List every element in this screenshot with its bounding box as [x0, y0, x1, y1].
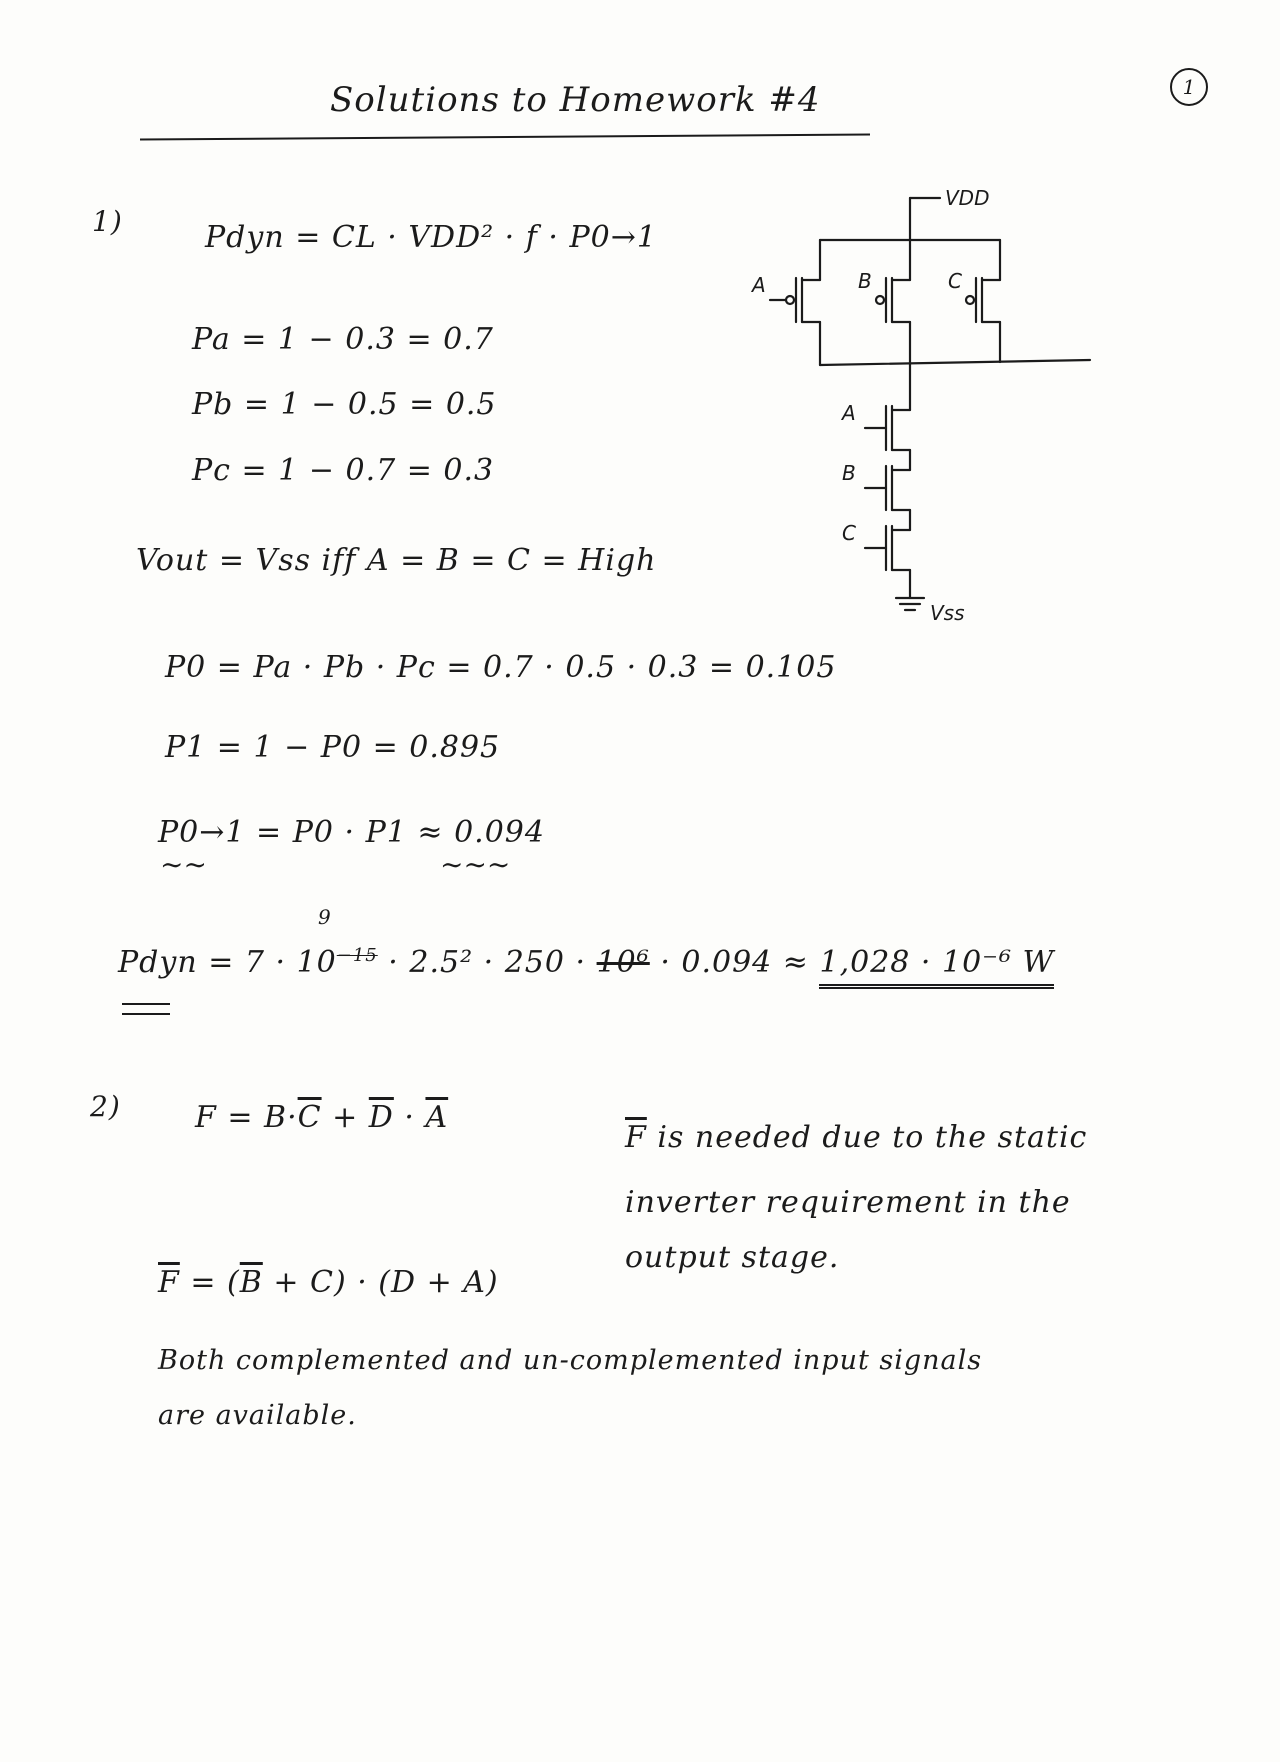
fbar-rest: + C) · (D + A): [262, 1265, 499, 1300]
vdd-label: VDD: [945, 186, 990, 210]
dynamic-power-middle-2: · 0.094 ≈: [649, 945, 820, 980]
nmos-b-gate-label: B: [842, 461, 856, 485]
probability-c: Pc = 1 − 0.7 = 0.3: [192, 453, 495, 488]
tilde-mark-left: ∼∼: [160, 848, 207, 881]
pmos-c-gate-label: C: [948, 269, 962, 293]
nmos-a-gate-label: A: [842, 401, 856, 425]
tilde-mark-right: ∼∼∼: [440, 848, 511, 881]
dynamic-power-middle: · 2.5² · 250 ·: [377, 945, 597, 980]
fbar-eq: = (: [179, 1265, 240, 1300]
dynamic-power-lhs: Pdyn = 7 · 10: [118, 945, 337, 980]
title-underline: [140, 133, 870, 140]
vss-label: Vss: [930, 601, 965, 625]
note-line-2: inverter requirement in the: [625, 1185, 1071, 1220]
page-number: 1: [1170, 68, 1208, 106]
transition-probability-lhs: P0→1 = P0 · P1 ≈: [158, 815, 455, 850]
page-title: Solutions to Homework #4: [330, 80, 821, 120]
function-prefix: F = B·: [195, 1100, 298, 1135]
note-f-complement: $\overline{F}$: [625, 1120, 647, 1155]
cmos-nand3-circuit: [730, 170, 1110, 650]
d-complement: $\overline{D}$: [368, 1100, 394, 1135]
c-complement: $\overline{C}$: [297, 1100, 322, 1135]
transition-probability: [158, 815, 545, 850]
inputs-note-line-1: Both complemented and un-complemented input signals: [158, 1345, 983, 1376]
fbar-label: $\overline{F}$: [158, 1265, 180, 1300]
note-line-3: output stage.: [625, 1240, 840, 1275]
transition-probability-value: 0.094: [454, 815, 545, 850]
complement-function: [158, 1265, 499, 1300]
fbar-b-complement: $\overline{B}$: [239, 1265, 263, 1300]
a-complement: $\overline{A}$: [425, 1100, 449, 1135]
pmos-a-gate-label: A: [752, 273, 766, 297]
exponent-correction: 9: [318, 905, 332, 929]
pdyn-double-underline: [122, 1003, 170, 1015]
function-plus: +: [321, 1100, 369, 1135]
question-2-number: 2): [90, 1090, 121, 1123]
note-line-1-text: is needed due to the static: [646, 1120, 1088, 1155]
question-1-number: 1): [92, 205, 123, 238]
dynamic-power-result: 1,028 · 10⁻⁶ W: [819, 945, 1054, 989]
probability-a: Pa = 1 − 0.3 = 0.7: [192, 322, 494, 357]
probability-zero: P0 = Pa · Pb · Pc = 0.7 · 0.5 · 0.3 = 0.105: [165, 650, 837, 685]
inputs-note-line-2: are available.: [158, 1400, 357, 1431]
nmos-c-gate-label: C: [842, 521, 856, 545]
probability-b: Pb = 1 − 0.5 = 0.5: [192, 387, 497, 422]
dynamic-power-calculation: [118, 945, 1054, 980]
function-dot: ·: [393, 1100, 426, 1135]
probability-one: P1 = 1 − P0 = 0.895: [165, 730, 501, 765]
pmos-b-gate-label: B: [858, 269, 872, 293]
note-line-1: [625, 1120, 1087, 1155]
boolean-function: [195, 1100, 448, 1135]
output-low-condition: Vout = Vss iff A = B = C = High: [136, 543, 657, 578]
exponent-struck: −15: [336, 945, 378, 966]
struck-frequency-unit: 10⁶: [596, 945, 650, 980]
dynamic-power-formula: Pdyn = CL · VDD² · f · P0→1: [205, 220, 657, 255]
